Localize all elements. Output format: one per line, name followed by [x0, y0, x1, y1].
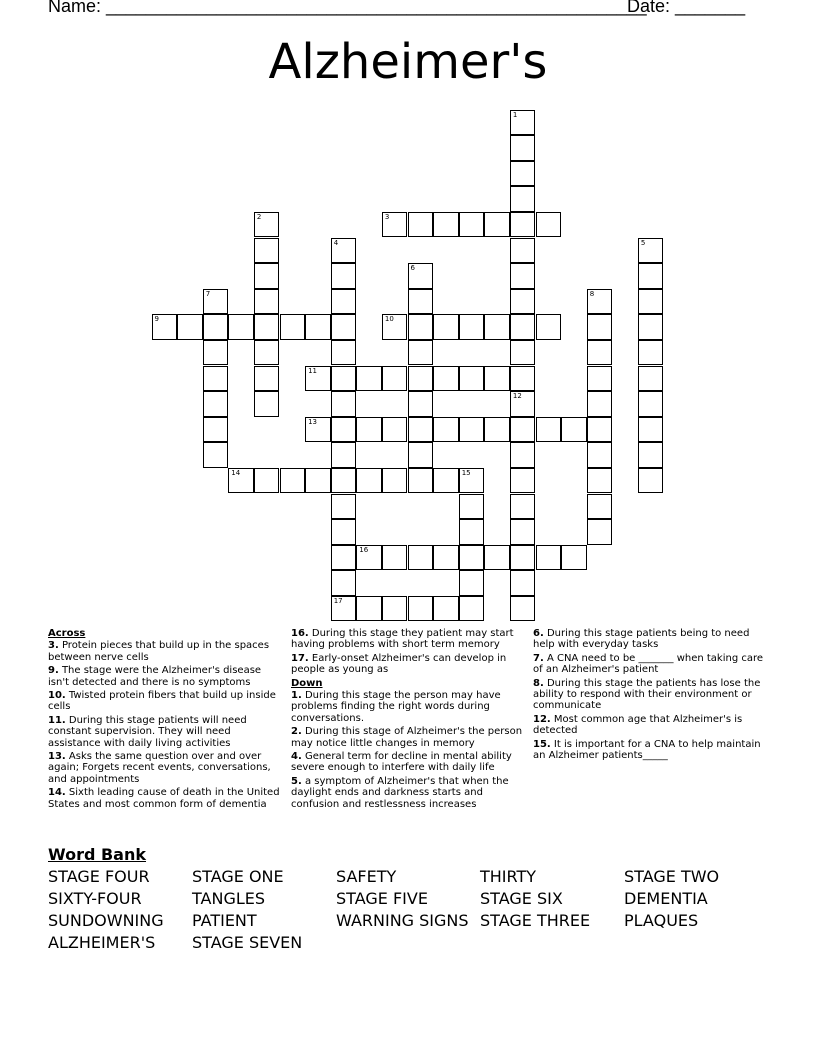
clue-item-text: During this stage the person may have problems finding the right words during conversations. — [291, 690, 501, 724]
clue-number: 10 — [384, 315, 394, 324]
word-bank-list — [48, 867, 768, 952]
grid-cell[interactable] — [510, 212, 536, 238]
grid-cell[interactable] — [459, 212, 485, 238]
clue-item-text: Early-onset Alzheimer's can develop in people as young as — [291, 652, 507, 676]
clue-item — [291, 653, 523, 676]
clue-item — [291, 726, 523, 749]
grid-cell[interactable] — [254, 314, 280, 340]
clue-item — [48, 690, 280, 713]
clue-item — [291, 751, 523, 774]
grid-cell[interactable] — [459, 494, 485, 520]
word-bank-word: DEMENTIA — [624, 889, 708, 908]
grid-cell[interactable] — [638, 238, 664, 264]
grid-cell[interactable] — [459, 417, 485, 443]
grid-cell[interactable] — [638, 366, 664, 392]
grid-cell[interactable] — [408, 289, 434, 315]
clue-number: 5 — [640, 238, 646, 247]
clue-number: 16 — [359, 545, 369, 554]
grid-cell[interactable] — [510, 161, 536, 187]
grid-cell[interactable] — [638, 468, 664, 494]
grid-cell[interactable] — [510, 519, 536, 545]
clue-item — [533, 653, 765, 676]
word-bank-word: SIXTY-FOUR — [48, 889, 142, 908]
clue-item-text: During this stage patients being to need help with everyday tasks — [533, 628, 750, 651]
clue-number: 17 — [333, 596, 343, 605]
grid-cell[interactable] — [587, 340, 613, 366]
word-bank-word: PATIENT — [192, 911, 257, 930]
grid-cell[interactable] — [331, 570, 357, 596]
name-field-label: Name: ______________________________________________________ — [48, 0, 647, 16]
clue-number: 12 — [512, 392, 522, 401]
clue-number: 13 — [308, 417, 318, 426]
word-bank-word: STAGE THREE — [480, 911, 591, 930]
grid-cell[interactable] — [510, 289, 536, 315]
grid-cell[interactable] — [331, 340, 357, 366]
word-bank-word: THIRTY — [480, 867, 537, 886]
date-field-label: Date: _______ — [627, 0, 746, 16]
grid-cell[interactable] — [510, 110, 536, 136]
grid-cell[interactable] — [408, 263, 434, 289]
grid-cell[interactable] — [331, 314, 357, 340]
grid-cell[interactable] — [305, 468, 331, 494]
clue-item-text: Asks the same question over and over again; Forgets recent events, conversations, and appointments — [48, 751, 271, 785]
grid-cell[interactable] — [203, 417, 229, 443]
grid-cell[interactable] — [254, 366, 280, 392]
clue-item — [48, 640, 280, 663]
grid-cell[interactable] — [254, 238, 280, 264]
clue-number: 1 — [512, 110, 518, 119]
grid-cell[interactable] — [484, 545, 510, 571]
clue-item-number: 6. — [533, 628, 544, 639]
word-bank-word: TANGLES — [192, 889, 266, 908]
grid-cell[interactable] — [408, 442, 434, 468]
word-bank-title: Word Bank — [48, 845, 147, 864]
grid-cell[interactable] — [305, 366, 331, 392]
grid-cell[interactable] — [433, 366, 459, 392]
grid-cell[interactable] — [510, 570, 536, 596]
grid-cell[interactable] — [331, 468, 357, 494]
grid-cell[interactable] — [331, 545, 357, 571]
clue-item-number: 11. — [48, 714, 66, 726]
grid-cell[interactable] — [536, 545, 562, 571]
grid-cell[interactable] — [203, 366, 229, 392]
clue-item — [291, 776, 523, 810]
grid-cell[interactable] — [587, 468, 613, 494]
grid-cell[interactable] — [510, 442, 536, 468]
grid-cell[interactable] — [433, 596, 459, 622]
clue-item-number: 14. — [48, 787, 66, 799]
grid-cell[interactable] — [561, 545, 587, 571]
grid-cell[interactable] — [254, 263, 280, 289]
word-bank-word: SAFETY — [336, 867, 397, 886]
grid-cell[interactable] — [459, 596, 485, 622]
grid-cell[interactable] — [152, 314, 178, 340]
grid-cell[interactable] — [510, 135, 536, 161]
clue-item — [291, 690, 523, 724]
word-bank-word: STAGE SIX — [480, 889, 563, 908]
grid-cell[interactable] — [587, 289, 613, 315]
grid-cell[interactable] — [254, 212, 280, 238]
clue-number: 9 — [154, 315, 159, 324]
word-bank-word: PLAQUES — [624, 911, 699, 930]
grid-cell[interactable] — [331, 596, 357, 622]
grid-cell[interactable] — [408, 417, 434, 443]
clue-item-text: It is important for a CNA to help maintain an Alzheimer patients_____ — [533, 738, 761, 762]
clue-item-number: 7. — [533, 652, 544, 664]
grid-cell[interactable] — [638, 391, 664, 417]
grid-cell[interactable] — [331, 417, 357, 443]
clue-item-number: 5. — [291, 775, 302, 787]
clue-item-number: 13. — [48, 751, 66, 763]
grid-cell[interactable] — [280, 314, 306, 340]
word-bank-word: STAGE SEVEN — [192, 933, 303, 952]
clue-item-text: Most common age that Alzheimer's is detected — [533, 713, 743, 737]
clue-number: 7 — [205, 289, 211, 298]
grid-cell[interactable] — [510, 340, 536, 366]
grid-cell[interactable] — [484, 314, 510, 340]
grid-cell[interactable] — [382, 417, 408, 443]
grid-cell[interactable] — [254, 289, 280, 315]
clue-column-2 — [291, 628, 523, 812]
grid-cell[interactable] — [459, 366, 485, 392]
grid-cell[interactable] — [254, 468, 280, 494]
grid-cell[interactable] — [459, 314, 485, 340]
clue-item-text: Protein pieces that build up in the spaces between nerve cells — [48, 640, 270, 663]
grid-cell[interactable] — [356, 468, 382, 494]
word-bank-word: WARNING SIGNS — [336, 911, 469, 930]
grid-cell[interactable] — [433, 212, 459, 238]
grid-cell[interactable] — [587, 366, 613, 392]
clue-number: 15 — [461, 468, 471, 477]
grid-cell[interactable] — [510, 263, 536, 289]
grid-cell[interactable] — [408, 212, 434, 238]
grid-cell[interactable] — [408, 340, 434, 366]
grid-cell[interactable] — [382, 314, 408, 340]
clue-item-number: 17. — [291, 652, 309, 664]
grid-cell[interactable] — [408, 366, 434, 392]
clue-item — [533, 739, 765, 762]
clue-item-number: 12. — [533, 713, 551, 725]
grid-cell[interactable] — [408, 314, 434, 340]
grid-cell[interactable] — [587, 314, 613, 340]
clue-item-number: 1. — [291, 690, 302, 702]
clue-item — [48, 665, 280, 688]
grid-cell[interactable] — [510, 186, 536, 212]
grid-cell[interactable] — [510, 596, 536, 622]
grid-cell[interactable] — [536, 212, 562, 238]
clue-number: 8 — [589, 289, 595, 298]
grid-cell[interactable] — [510, 366, 536, 392]
clue-item-text: General term for decline in mental ability severe enough to interfere with daily life — [291, 751, 512, 774]
grid-cell[interactable] — [433, 545, 459, 571]
grid-cell[interactable] — [638, 340, 664, 366]
grid-cell[interactable] — [587, 417, 613, 443]
grid-cell[interactable] — [510, 238, 536, 264]
page-title: Alzheimer's — [268, 34, 548, 90]
grid-cell[interactable] — [638, 314, 664, 340]
grid-cell[interactable] — [433, 468, 459, 494]
grid-cell[interactable] — [305, 417, 331, 443]
clue-item — [533, 678, 765, 712]
grid-cell[interactable] — [203, 442, 229, 468]
grid-cell[interactable] — [203, 289, 229, 315]
grid-cell[interactable] — [356, 545, 382, 571]
clue-item — [48, 715, 280, 749]
grid-cell[interactable] — [510, 314, 536, 340]
grid-cell[interactable] — [203, 340, 229, 366]
grid-cell[interactable] — [408, 391, 434, 417]
grid-cell[interactable] — [510, 468, 536, 494]
grid-cell[interactable] — [536, 417, 562, 443]
clue-column-1 — [48, 628, 280, 812]
clue-heading: Across — [48, 628, 86, 639]
grid-cell[interactable] — [459, 519, 485, 545]
grid-cell[interactable] — [331, 391, 357, 417]
grid-cell[interactable] — [510, 417, 536, 443]
grid-cell[interactable] — [638, 263, 664, 289]
grid-cell[interactable] — [484, 212, 510, 238]
clue-number: 6 — [410, 264, 415, 273]
grid-cell[interactable] — [587, 494, 613, 520]
clue-item-number: 3. — [48, 640, 59, 652]
grid-cell[interactable] — [254, 340, 280, 366]
grid-cell[interactable] — [433, 417, 459, 443]
clue-number: 2 — [256, 212, 262, 221]
word-bank-word: ALZHEIMER'S — [48, 933, 156, 952]
grid-cell[interactable] — [254, 391, 280, 417]
grid-cell[interactable] — [356, 417, 382, 443]
grid-cell[interactable] — [408, 545, 434, 571]
clue-item-text: A CNA need to be _______ when taking care of an Alzheimer's patient — [533, 652, 764, 676]
clue-item-number: 16. — [291, 628, 309, 639]
grid-cell[interactable] — [382, 596, 408, 622]
clue-item-text: During this stage they patient may start having problems with short term memory — [291, 628, 514, 651]
word-bank — [48, 845, 768, 952]
clue-item-number: 9. — [48, 665, 59, 677]
clue-heading: Down — [291, 677, 323, 689]
clue-item-text: Twisted protein fibers that build up inside cells — [48, 690, 276, 713]
grid-cell[interactable] — [203, 314, 229, 340]
grid-cell[interactable] — [331, 289, 357, 315]
clue-item-number: 8. — [533, 677, 544, 689]
grid-cell[interactable] — [510, 391, 536, 417]
grid-cell[interactable] — [382, 545, 408, 571]
clue-item-number: 10. — [48, 690, 66, 702]
clue-item-text: Sixth leading cause of death in the United States and most common form of dementia — [48, 787, 280, 810]
grid-cell[interactable] — [228, 314, 254, 340]
word-bank-word: SUNDOWNING — [48, 911, 164, 930]
grid-cell[interactable] — [331, 263, 357, 289]
clue-item-text: During this stage the patients has lose the ability to respond with their environment or communicate — [533, 677, 761, 712]
clue-item — [48, 751, 280, 785]
grid-cell[interactable] — [459, 468, 485, 494]
grid-cell[interactable] — [382, 468, 408, 494]
grid-cell[interactable] — [587, 519, 613, 545]
clue-number: 14 — [231, 468, 241, 477]
clue-item-text: During this stage of Alzheimer's the person may notice little changes in memory — [291, 726, 523, 749]
clue-item-number: 4. — [291, 751, 302, 763]
clue-number: 3 — [384, 212, 390, 221]
grid-cell[interactable] — [433, 314, 459, 340]
clue-number: 4 — [333, 238, 339, 247]
clue-item — [533, 714, 765, 737]
grid-cell[interactable] — [587, 391, 613, 417]
grid-cell[interactable] — [408, 468, 434, 494]
grid-cell[interactable] — [638, 442, 664, 468]
grid-cell[interactable] — [484, 417, 510, 443]
grid-cell[interactable] — [484, 366, 510, 392]
grid-cell[interactable] — [382, 366, 408, 392]
grid-cell[interactable] — [587, 442, 613, 468]
grid-cell[interactable] — [459, 570, 485, 596]
grid-cell[interactable] — [331, 442, 357, 468]
clue-number: 11 — [308, 366, 318, 375]
word-bank-word: STAGE FIVE — [336, 889, 428, 908]
clue-item-text: The stage were the Alzheimer's disease isn't detected and there is no symptoms — [48, 665, 262, 688]
grid-cell[interactable] — [510, 494, 536, 520]
clue-item — [533, 628, 765, 651]
grid-cell[interactable] — [510, 545, 536, 571]
grid-cell[interactable] — [280, 468, 306, 494]
clue-item-text: a symptom of Alzheimer's that when the daylight ends and darkness starts and confusion and restlessness increases — [291, 775, 509, 810]
grid-cell[interactable] — [408, 596, 434, 622]
grid-cell[interactable] — [331, 494, 357, 520]
grid-cell[interactable] — [331, 238, 357, 264]
grid-cell[interactable] — [331, 366, 357, 392]
clue-column-3 — [533, 628, 765, 763]
grid-cell[interactable] — [638, 417, 664, 443]
clue-item-number: 15. — [533, 738, 551, 750]
grid-cell[interactable] — [177, 314, 203, 340]
grid-cell[interactable] — [459, 545, 485, 571]
grid-cell[interactable] — [356, 596, 382, 622]
grid-cell[interactable] — [305, 314, 331, 340]
clue-item — [48, 787, 280, 810]
clue-item-number: 2. — [291, 726, 302, 738]
grid-cell[interactable] — [382, 212, 408, 238]
grid-cell[interactable] — [536, 314, 562, 340]
word-bank-word: STAGE ONE — [192, 867, 284, 886]
clue-item-text: During this stage patients will need constant supervision. They will need assistance with daily living activities — [48, 714, 247, 749]
grid-cell[interactable] — [356, 366, 382, 392]
word-bank-word: STAGE FOUR — [48, 867, 150, 886]
grid-cell[interactable] — [203, 391, 229, 417]
grid-cell[interactable] — [331, 519, 357, 545]
grid-cell[interactable] — [228, 468, 254, 494]
grid-cell[interactable] — [561, 417, 587, 443]
word-bank-word: STAGE TWO — [624, 867, 720, 886]
clue-item — [291, 628, 523, 651]
grid-cell[interactable] — [638, 289, 664, 315]
